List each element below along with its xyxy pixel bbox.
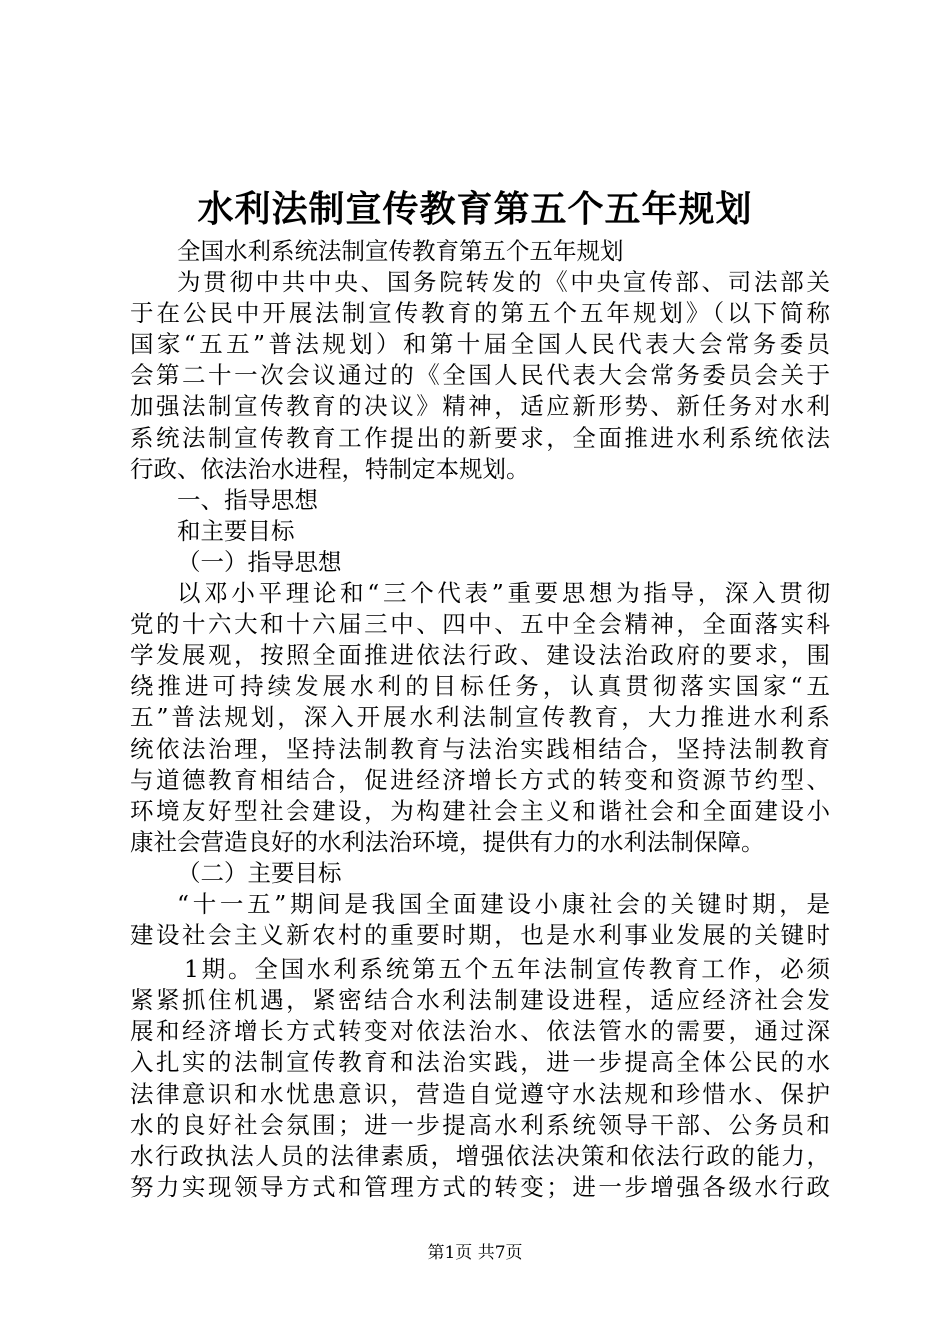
body-line: 绕推进可持续发展水利的目标任务，认真贯彻落实国家“五 — [130, 672, 830, 701]
body-line: 入扎实的法制宣传教育和法治实践，进一步提高全体公民的水 — [130, 1048, 830, 1077]
subtitle-line: 全国水利系统法制宣传教育第五个五年规划 — [177, 237, 624, 265]
body-line: 于在公民中开展法制宣传教育的第五个五年规划》（以下简称 — [130, 299, 830, 328]
page-number-footer: 第1页 共7页 — [427, 1243, 523, 1263]
body-line: 为贯彻中共中央、国务院转发的《中央宣传部、司法部关 — [177, 268, 830, 297]
body-line: 建设社会主义新农村的重要时期，也是水利事业发展的关键时 — [130, 921, 830, 950]
body-line: 国家“五五”普法规划）和第十届全国人民代表大会常务委员 — [130, 330, 830, 359]
body-line: 五”普法规划，深入开展水利法制宣传教育，大力推进水利系 — [130, 703, 830, 732]
body-line: 与道德教育相结合，促进经济增长方式的转变和资源节约型、 — [130, 765, 830, 794]
body-line: 会第二十一次会议通过的《全国人民代表大会常务委员会关于 — [130, 361, 830, 390]
body-line: 法律意识和水忧患意识，营造自觉遵守水法规和珍惜水、保护 — [130, 1079, 830, 1108]
body-line: 努力实现领导方式和管理方式的转变；进一步增强各级水行政 — [130, 1172, 830, 1201]
body-line: 水的良好社会氛围；进一步提高水利系统领导干部、公务员和 — [130, 1110, 830, 1139]
body-line: 统依法治理，坚持法制教育与法治实践相结合，坚持法制教育 — [130, 734, 830, 763]
body-line: 学发展观，按照全面推进依法行政、建设法治政府的要求，围 — [130, 641, 830, 670]
body-line: “十一五”期间是我国全面建设小康社会的关键时期，是 — [177, 889, 830, 918]
body-line: 康社会营造良好的水利法治环境，提供有力的水利法制保障。 — [130, 827, 765, 856]
subsection-heading: （一）指导思想 — [177, 547, 342, 576]
body-line: 以邓小平理论和“三个代表”重要思想为指导，深入贯彻 — [177, 579, 830, 608]
body-line: 环境友好型社会建设，为构建社会主义和谐社会和全面建设小 — [130, 796, 830, 825]
subsection-heading: （二）主要目标 — [177, 858, 342, 887]
body-line: 1期。全国水利系统第五个五年法制宣传教育工作，必须 — [184, 955, 830, 984]
document-title: 水利法制宣传教育第五个五年规划 — [197, 188, 753, 230]
body-line: 党的十六大和十六届三中、四中、五中全会精神，全面落实科 — [130, 610, 830, 639]
body-line: 紧紧抓住机遇，紧密结合水利法制建设进程，适应经济社会发 — [130, 986, 830, 1015]
body-line: 水行政执法人员的法律素质，增强依法决策和依法行政的能力， — [130, 1141, 830, 1170]
body-line: 加强法制宣传教育的决议》精神，适应新形势、新任务对水利 — [130, 392, 830, 421]
document-body — [130, 236, 830, 1203]
section-heading: 一、指导思想 — [177, 485, 318, 514]
section-heading: 和主要目标 — [177, 516, 295, 545]
body-line: 行政、依法治水进程，特制定本规划。 — [130, 454, 530, 483]
body-line: 系统法制宣传教育工作提出的新要求，全面推进水利系统依法 — [130, 423, 830, 452]
body-line: 展和经济增长方式转变对依法治水、依法管水的需要，通过深 — [130, 1017, 830, 1046]
